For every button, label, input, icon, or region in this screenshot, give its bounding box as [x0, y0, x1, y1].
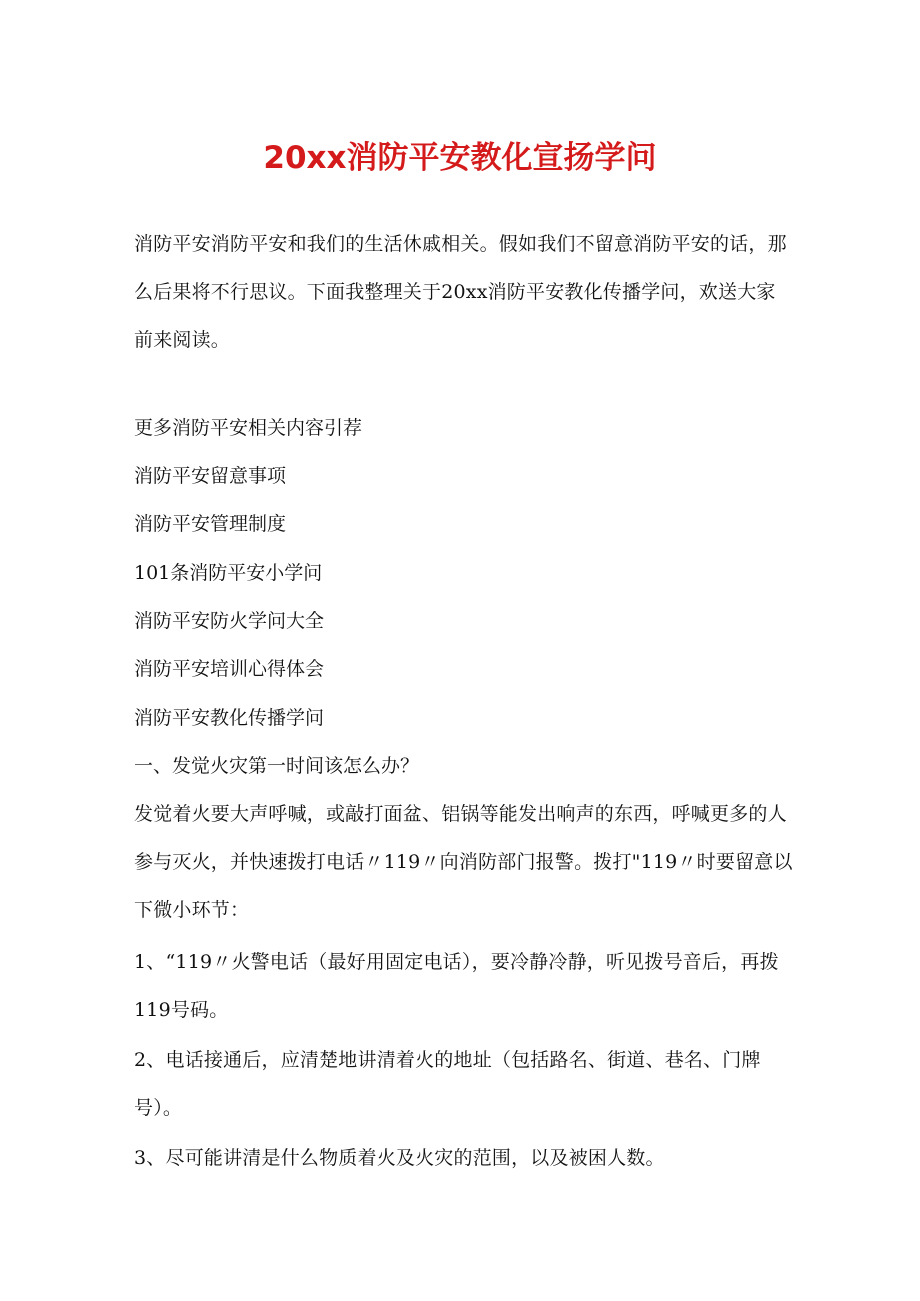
related-link[interactable]: 101条消防平安小学问: [134, 562, 323, 584]
list-item: 2、电话接通后，应清楚地讲清着火的地址（包括路名、街道、巷名、门牌号）。: [134, 1049, 761, 1119]
document-title: 20xx消防平安教化宣扬学问: [263, 140, 657, 176]
section-paragraph: 发觉着火要大声呼喊，或敲打面盆、铝锅等能发出响声的东西，呼喊更多的人参与灭火，并快速拨打电话〃119〃向消防部门报警。拨打"119〃时要留意以下微小环节：: [134, 803, 793, 921]
related-link[interactable]: 消防平安培训心得体会: [134, 658, 325, 680]
list-item: 3、尽可能讲清是什么物质着火及火灾的范围，以及被困人数。: [134, 1147, 665, 1169]
section-heading: 一、发觉火灾第一时间该怎么办？: [134, 755, 420, 777]
related-link[interactable]: 消防平安管理制度: [134, 513, 287, 535]
intro-paragraph: 消防平安消防平安和我们的生活休戚相关。假如我们不留意消防平安的话，那么后果将不行思议。下面我整理关于20xx消防平安教化传播学问，欢送大家前来阅读。: [134, 233, 787, 351]
related-link[interactable]: 消防平安防火学问大全: [134, 610, 325, 632]
related-heading: 更多消防平安相关内容引荐: [134, 417, 363, 439]
related-link[interactable]: 消防平安教化传播学问: [134, 707, 325, 729]
related-link[interactable]: 消防平安留意事项: [134, 465, 287, 487]
list-item: 1、“119〃火警电话（最好用固定电话），要冷静冷静，听见拨号音后，再拨119号码。: [134, 951, 779, 1021]
